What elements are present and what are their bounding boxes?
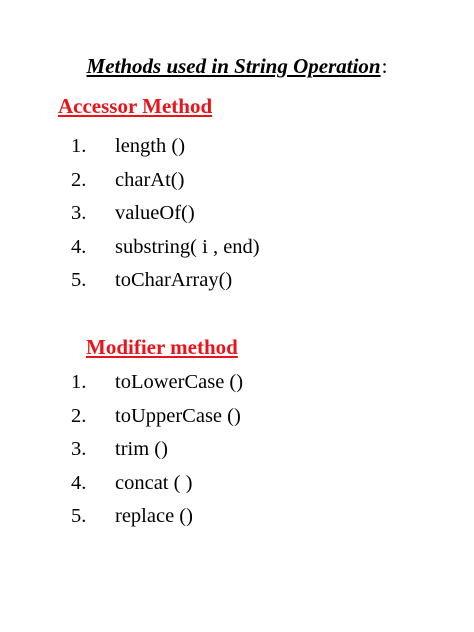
list-item-text: valueOf() xyxy=(115,202,195,225)
list-item-number: 5. xyxy=(71,505,87,528)
list-item-text: trim () xyxy=(115,438,168,461)
list-item-text: concat ( ) xyxy=(115,471,193,494)
list-item-text: charAt() xyxy=(115,168,185,191)
list-item-text: length () xyxy=(115,135,186,157)
title-text: Methods used in String Operation xyxy=(86,54,381,78)
list-item-number: 5. xyxy=(71,269,87,292)
list-item-text: toUpperCase () xyxy=(115,404,241,427)
list-item-number: 2. xyxy=(71,168,87,191)
list-item-number: 2. xyxy=(71,404,87,427)
list-item-text: toLowerCase () xyxy=(115,371,244,393)
title-colon: : xyxy=(381,54,388,78)
list-item-number: 1. xyxy=(71,135,87,157)
section-heading-modifier: Modifier method xyxy=(86,335,238,359)
list-item-number: 3. xyxy=(71,438,87,461)
document-title xyxy=(0,53,474,79)
section-heading-accessor: Accessor Method xyxy=(58,94,213,118)
list-item-text: substring( i , end) xyxy=(115,235,260,258)
list-item-number: 4. xyxy=(71,235,87,258)
list-item-number: 1. xyxy=(71,371,87,393)
list-item-text: replace () xyxy=(115,505,193,528)
list-item-number: 4. xyxy=(71,471,87,494)
list-item-text: toCharArray() xyxy=(115,269,233,292)
list-item-number: 3. xyxy=(71,202,87,225)
